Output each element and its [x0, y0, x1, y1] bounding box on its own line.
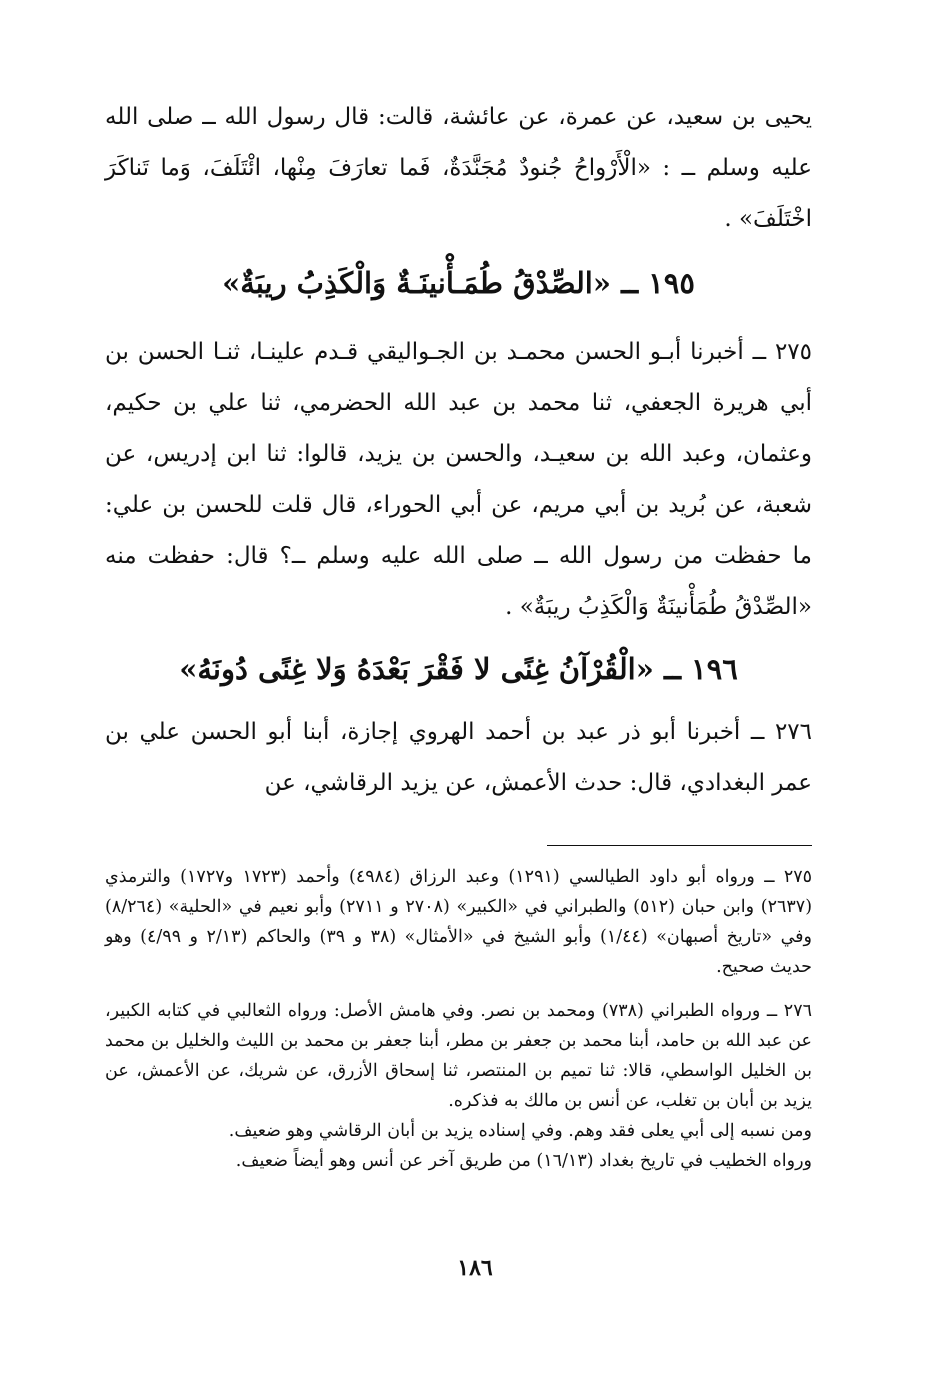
footnote-276-part-1: ٢٧٦ ــ ورواه الطبراني (٧٣٨) ومحمد بن نصر. وفي هامش الأصل: ورواه الثعالبي في كتابه الكبير، عن عبد الله بن حامد، أبنا محمد بن جعفر بن مطر، أبنا جعفر بن محمد بن الليث والخليل بن محمد بن الخليل الواسطي، قالا: ثنا تميم بن المنتصر، ثنا إسحاق الأزرق، عن شريك، عن الأعمش، عن يزيد بن أبان بن تغلب، عن أنس بن مالك به فذكره.	[105, 1001, 812, 1111]
heading-195: ١٩٥ ــ «الصِّدْقُ طُمَـأْنينَـةٌ وَالْكَذِبُ ريبَةٌ»	[222, 266, 695, 300]
page-body	[105, 92, 812, 1375]
footnote-276-part-3: ورواه الخطيب في تاريخ بغداد (١٦/١٣) من طريق آخر عن أنس وهو أيضاً ضعيف.	[235, 1151, 812, 1171]
footnote-276	[105, 996, 812, 1176]
footnote-separator-wrap	[105, 809, 812, 862]
intro-paragraph: يحيى بن سعيد، عن عمرة، عن عائشة، قالت: قال رسول الله ــ صلى الله عليه وسلم ــ : «الْأَرْواحُ جُنودٌ مُجَنَّدَةٌ، فَما تعارَفَ مِنْها، ائْتَلَفَ، وَما تَناكَرَ اخْتَلَفَ» .	[105, 104, 812, 232]
footnote-separator	[547, 845, 812, 846]
footnote-275: ٢٧٥ ــ ورواه أبو داود الطيالسي (١٢٩١) وعبد الرزاق (٤٩٨٤) وأحمد (١٧٢٣ و١٧٢٧) والترمذي (٢٦٣٧) وابن حبان (٥١٢) والطبراني في «الكبير» (٢٧٠٨ و ٢٧١١) وأبو نعيم في «الحلية» (٨/٢٦٤) وفي «تاريخ أصبهان» (١/٤٤) وأبو الشيخ في «الأمثال» (٣٨ و ٣٩) والحاكم (٢/١٣ و ٤/٩٩) وهو حديث صحيح.	[105, 867, 813, 977]
footnote-276-part-2: ومن نسبه إلى أبي يعلى فقد وهم. وفي إسناده يزيد بن أبان الرقاشي وهو ضعيف.	[228, 1121, 812, 1141]
paragraph-276: ٢٧٦ ــ أخبرنا أبو ذر عبد بن أحمد الهروي إجازة، أبنا أبو الحسن علي بن عمر البغدادي، قال: حدث الأعمش، عن يزيد الرقاشي، عن	[105, 719, 812, 796]
page-number: ١٨٦	[457, 1255, 493, 1281]
heading-196: ١٩٦ ــ «الْقُرْآنُ غِنًى لا فَقْرَ بَعْدَهُ وَلا غِنًى دُونَهُ»	[179, 652, 738, 686]
paragraph-275: ٢٧٥ ــ أخبرنا أبـو الحسن محمـد بن الجـواليقي قـدم علينـا، ثنـا الحسن بن أبي هريرة الجعفي، ثنا محمد بن عبد الله الحضرمي، ثنا علي بن حكيم، وعثمان، وعبد الله بن سعيـد، والحسن بن يزيد، قالوا: ثنا ابن إدريس، عن شعبة، عن بُريد بن أبي مريم، عن أبي الحوراء، قال قلت للحسن بن علي: ما حفظت من رسول الله ــ صلى الله عليه وسلم ــ؟ قال: حفظت منه «الصِّدْقُ طُمَأْنينَةٌ وَالْكَذِبُ ريبَةٌ» .	[105, 339, 812, 620]
